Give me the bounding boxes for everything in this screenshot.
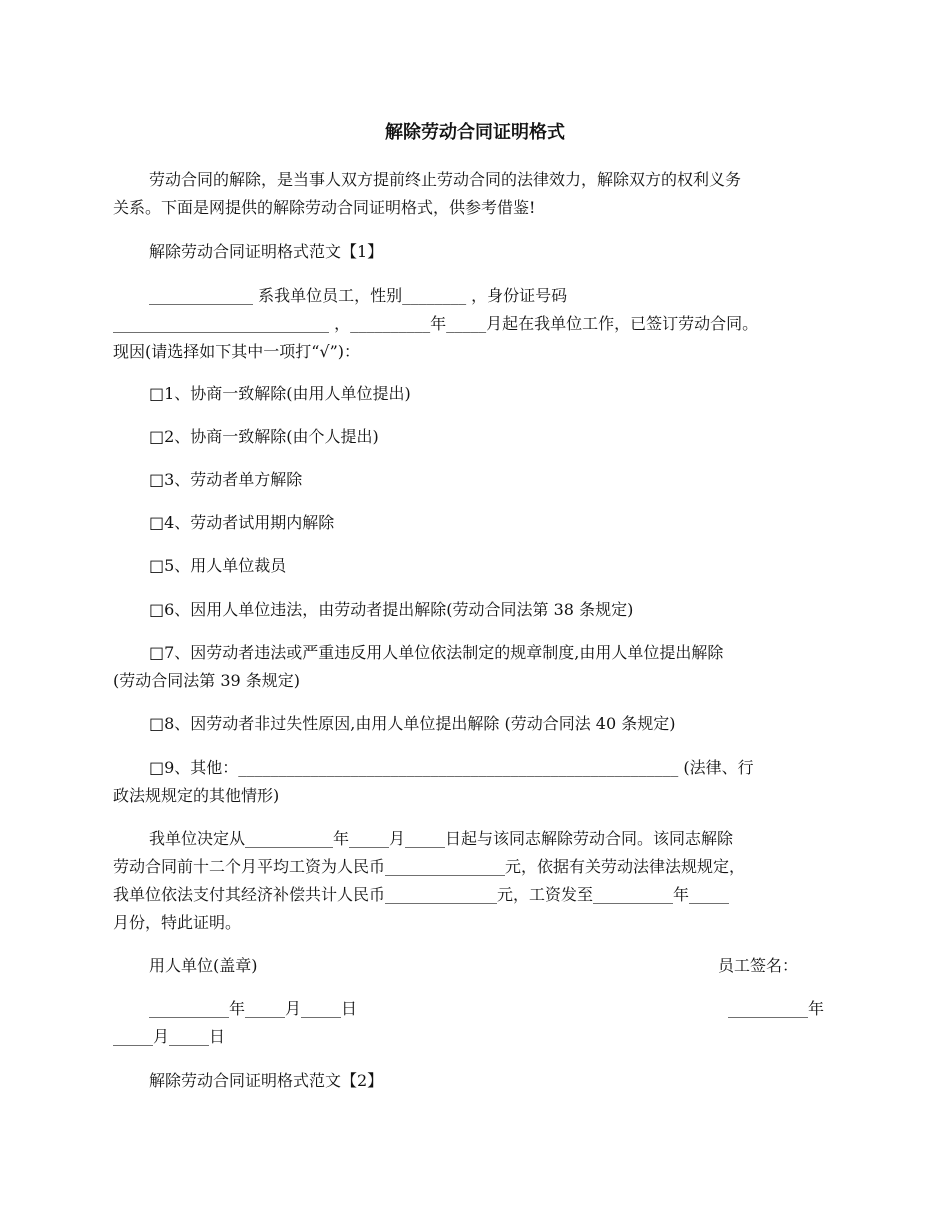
decision-line-2: 劳动合同前十二个月平均工资为人民币_______________元，依据有关劳动法律法规规定，	[113, 857, 746, 876]
option-9-line-1: □9、其他：_______________________________________________________ (法律、行	[149, 758, 754, 777]
decision-line-3: 我单位依法支付其经济补偿共计人民币______________元，工资发至__________年_____	[113, 885, 730, 904]
intro-line-1: 劳动合同的解除，是当事人双方提前终止劳动合同的法律效力，解除双方的权利义务	[149, 170, 742, 189]
option-2: □2、协商一致解除(由个人提出)	[149, 427, 379, 446]
employee-date-line-2: _____月_____日	[113, 1027, 226, 1046]
option-7-line-1: □7、因劳动者违法或严重违反用人单位依法制定的规章制度,由用人单位提出解除	[149, 643, 724, 662]
option-3: □3、劳动者单方解除	[149, 470, 303, 489]
decision-line-4: 月份，特此证明。	[113, 913, 242, 932]
employee-sign-label: 员工签名：	[718, 956, 799, 975]
sample1-heading: 解除劳动合同证明格式范文【1】	[149, 242, 384, 261]
option-9-line-2: 政法规规定的其他情形)	[113, 786, 280, 805]
option-6: □6、因用人单位违法，由劳动者提出解除(劳动合同法第 38 条规定)	[149, 600, 634, 619]
option-4: □4、劳动者试用期内解除	[149, 513, 335, 532]
sample2-heading: 解除劳动合同证明格式范文【2】	[149, 1071, 384, 1090]
employer-seal-label: 用人单位(盖章)	[149, 956, 258, 975]
document-title: 解除劳动合同证明格式	[385, 122, 565, 143]
option-1: □1、协商一致解除(由用人单位提出)	[149, 384, 411, 403]
option-8: □8、因劳动者非过失性原因,由用人单位提出解除 (劳动合同法 40 条规定)	[149, 714, 676, 733]
intro-line-2: 关系。下面是网提供的解除劳动合同证明格式，供参考借鉴!	[113, 198, 536, 217]
option-5: □5、用人单位裁员	[149, 556, 287, 575]
employee-line-3: 现因(请选择如下其中一项打“√”)：	[113, 342, 361, 361]
option-7-line-2: (劳动合同法第 39 条规定)	[113, 671, 301, 690]
employee-line-2: ___________________________ ，__________年_____月起在我单位工作，已签订劳动合同。	[113, 314, 759, 333]
employer-date: __________年_____月_____日	[149, 999, 358, 1018]
decision-line-1: 我单位决定从___________年_____月_____日起与该同志解除劳动合同。该同志解除	[149, 829, 734, 848]
employee-date-line-1: __________年	[728, 999, 825, 1018]
employee-line-1: _____________ 系我单位员工，性别________ ，身份证号码	[149, 286, 568, 305]
